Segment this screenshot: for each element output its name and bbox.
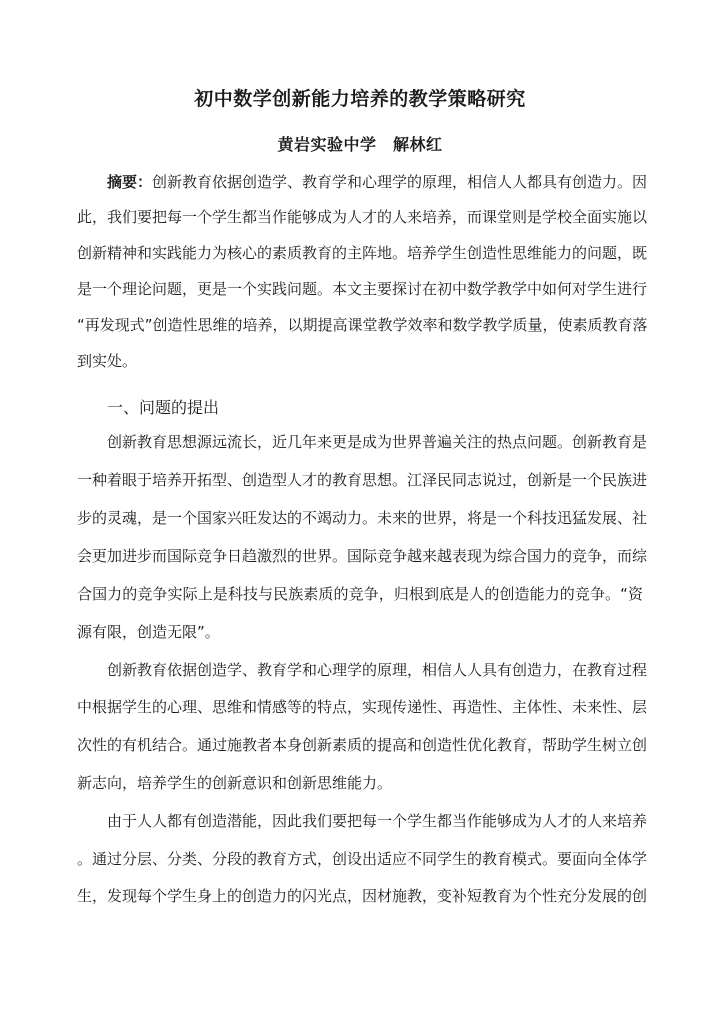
- document-author: 黄岩实验中学 解林红: [277, 135, 443, 154]
- abstract-line: 到实处。: [77, 352, 138, 370]
- document-title: 初中数学创新能力培养的教学策略研究: [194, 88, 526, 110]
- paragraph-line: 步的灵魂，是一个国家兴旺发达的不竭动力。未来的世界，将是一个科技迅猛发展、社: [77, 509, 648, 527]
- paragraph-line: 创新教育思想源远流长，近几年来更是成为世界普遍关注的热点问题。创新教育是: [107, 433, 648, 451]
- abstract-line: “再发现式”创造性思维的培养，以期提高课堂教学效率和数学教学质量，使素质教育落: [77, 316, 648, 334]
- paragraph-line: 中根据学生的心理、思维和情感等的特点，实现传递性、再造性、主体性、未来性、层: [77, 698, 648, 716]
- paragraph-line: 一种着眼于培养开拓型、创造型人才的教育思想。江泽民同志说过，创新是一个民族进: [77, 471, 648, 489]
- abstract-line: [107, 172, 648, 192]
- abstract-line: 创新精神和实践能力为核心的素质教育的主阵地。培养学生创造性思维能力的问题，既: [77, 244, 648, 262]
- abstract-line: 是一个理论问题，更是一个实践问题。本文主要探讨在初中数学教学中如何对学生进行: [77, 280, 648, 298]
- paragraph-line: 创新教育依据创造学、教育学和心理学的原理，相信人人具有创造力，在教育过程: [107, 661, 648, 679]
- section-heading: 一、问题的提出: [107, 398, 220, 417]
- paragraph-line: 新志向，培养学生的创新意识和创新思维能力。: [77, 774, 393, 792]
- paragraph-line: 会更加进步而国际竞争日趋激烈的世界。国际竞争越来越表现为综合国力的竞争，而综: [77, 547, 648, 565]
- paragraph-line: 生，发现每个学生身上的创造力的闪光点，因材施教，变补短教育为个性充分发展的创: [77, 887, 648, 905]
- paragraph-line: 次性的有机结合。通过施教者本身创新素质的提高和创造性优化教育，帮助学生树立创: [77, 736, 648, 754]
- paragraph-line: 由于人人都有创造潜能，因此我们要把每一个学生都当作能够成为人才的人来培养: [107, 812, 648, 830]
- abstract-line: 此，我们要把每一个学生都当作能够成为人才的人来培养，而课堂则是学校全面实施以: [77, 208, 648, 226]
- abstract-label: 摘要：: [107, 173, 153, 191]
- paragraph-line: 合国力的竞争实际上是科技与民族素质的竞争，归根到底是人的创造能力的竞争。“资: [77, 585, 643, 603]
- paragraph-line: 源有限，创造无限”。: [77, 623, 220, 641]
- paragraph-line: 。通过分层、分类、分段的教育方式，创设出适应不同学生的教育模式。要面向全体学: [77, 850, 648, 868]
- abstract-text: 创新教育依据创造学、教育学和心理学的原理，相信人人都具有创造力。因: [152, 173, 648, 191]
